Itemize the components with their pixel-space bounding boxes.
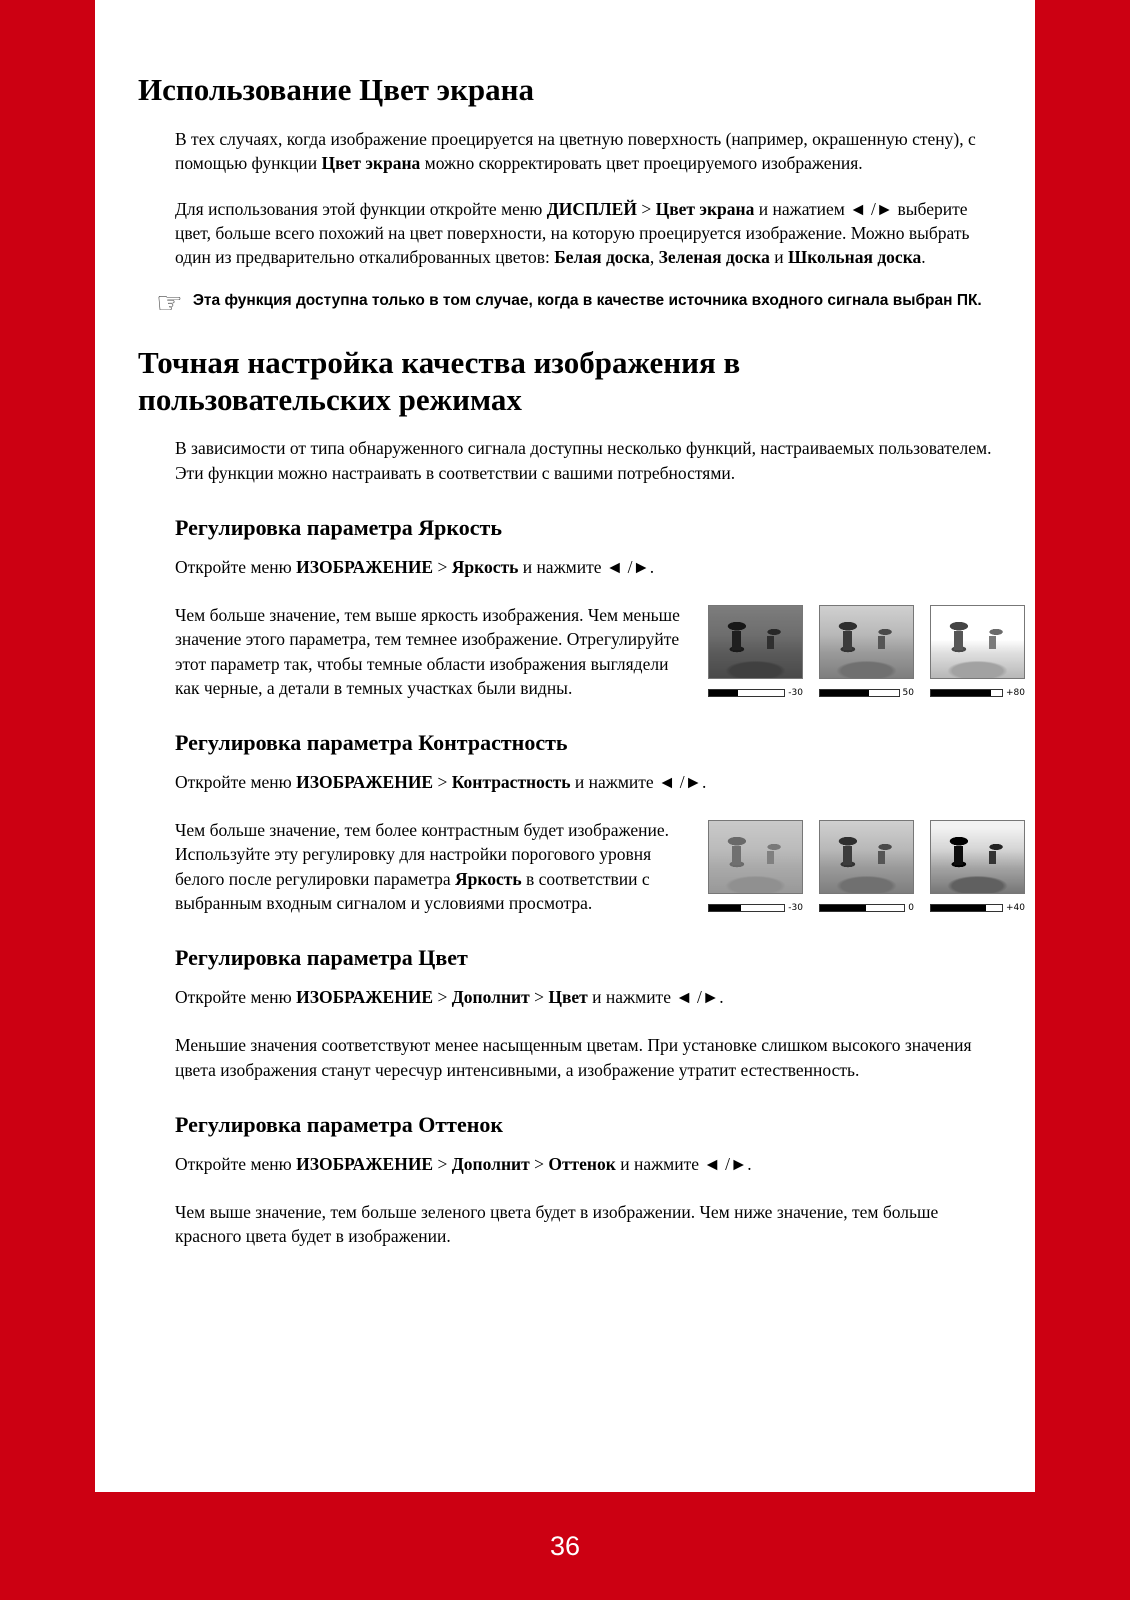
contrast-slider-high — [930, 903, 1025, 913]
brightness-figure-mid — [819, 605, 914, 698]
sample-photo — [709, 821, 802, 893]
brightness-sample-image-high — [930, 605, 1025, 679]
slider-fill — [820, 690, 869, 696]
paragraph-fine-tuning-intro: В зависимости от типа обнаруженного сигнала доступны несколько функций, настраиваемых пользователем. Эти функции можно настраивать в соответствии с вашими потребностями. — [175, 438, 992, 483]
contrast-slider-low — [708, 903, 803, 913]
brightness-figure-low — [708, 605, 803, 698]
contrast-sample-image-low — [708, 820, 803, 894]
slider-bar — [930, 689, 1003, 697]
brightness-figures — [708, 605, 1025, 700]
paragraph-tint: Чем выше значение, тем больше зеленого цвета будет в изображении. Чем ниже значение, тем больше красного цвета будет в изображении. — [175, 1202, 939, 1247]
slider-bar — [708, 689, 785, 697]
section-title-screen-color: Использование Цвет экрана — [138, 72, 535, 107]
note-text: Эта функция доступна только в том случае, когда в качестве источника входного сигнала выбран ПК. — [192, 292, 982, 310]
slider-fill — [820, 905, 866, 911]
slider-value: 50 — [902, 688, 914, 699]
right-red-margin-bar — [1035, 0, 1130, 1600]
contrast-figures — [708, 820, 1025, 915]
slider-fill — [931, 905, 986, 911]
menu-path-color: Откройте меню ИЗОБРАЖЕНИЕ > Дополнит > Цвет и нажмите ◄ /►. — [175, 987, 724, 1008]
contrast-sample-image-mid — [819, 820, 914, 894]
paragraph-brightness: Чем больше значение, тем выше яркость изображения. Чем меньше значение этого параметра, тем темнее изображение. Отрегулируйте этот параметр так, чтобы темные области изображения выглядели как черные, а детали в темных участках были видны. — [175, 605, 680, 698]
contrast-slider-mid — [819, 903, 914, 913]
brightness-body — [175, 603, 1025, 700]
sample-photo — [820, 606, 913, 678]
brightness-slider-low — [708, 688, 803, 698]
slider-bar — [930, 904, 1003, 912]
brightness-slider-mid — [819, 688, 914, 698]
sample-photo — [820, 821, 913, 893]
sample-photo — [931, 606, 1024, 678]
slider-fill — [931, 690, 991, 696]
left-red-margin-bar — [0, 0, 95, 1600]
brightness-sample-image-mid — [819, 605, 914, 679]
subsection-title-tint: Регулировка параметра Оттенок — [175, 1111, 504, 1137]
menu-path-brightness: Откройте меню ИЗОБРАЖЕНИЕ > Яркость и нажмите ◄ /►. — [175, 557, 655, 578]
page-content — [95, 0, 1035, 1492]
footer-bar — [0, 1492, 1130, 1600]
slider-fill — [709, 905, 741, 911]
brightness-figure-high — [930, 605, 1025, 698]
menu-path-tint: Откройте меню ИЗОБРАЖЕНИЕ > Дополнит > Оттенок и нажмите ◄ /►. — [175, 1154, 752, 1175]
paragraph-contrast: Чем больше значение, тем более контрастным будет изображение. Используйте эту регулировку для настройки порогового уровня белого после регулировки параметра Яркость в соответствии с выбранным входным сигналом и условиями просмотра. — [175, 820, 669, 913]
slider-value: 0 — [908, 903, 914, 914]
page-number: 36 — [549, 1530, 581, 1561]
slider-bar — [708, 904, 785, 912]
slider-value: -30 — [788, 903, 803, 914]
subsection-title-brightness: Регулировка параметра Яркость — [175, 514, 502, 540]
sample-photo — [709, 606, 802, 678]
slider-value: -30 — [788, 688, 803, 699]
slider-bar — [819, 689, 900, 697]
paragraph-screen-color-2: Для использования этой функции откройте меню ДИСПЛЕЙ > Цвет экрана и нажатием ◄ /► выберите цвет, больше всего похожий на цвет поверхности, на которую проецируется изображение. Можно выбрать один из предварительно откалиброванных цветов: Белая доска, Зеленая доска и Школьная доска. — [175, 198, 970, 268]
contrast-sample-image-high — [930, 820, 1025, 894]
subsection-title-contrast: Регулировка параметра Контрастность — [175, 729, 568, 755]
paragraph-color: Меньшие значения соответствуют менее насыщенным цветам. При установке слишком высокого значения цвета изображения станут чересчур интенсивными, а изображение утратит естественность. — [175, 1035, 972, 1080]
subsection-title-color: Регулировка параметра Цвет — [175, 944, 468, 970]
brightness-sample-image-low — [708, 605, 803, 679]
pointing-hand-icon: ☞ — [156, 287, 183, 321]
menu-path-contrast: Откройте меню ИЗОБРАЖЕНИЕ > Контрастность и нажмите ◄ /►. — [175, 772, 707, 793]
slider-value: +80 — [1006, 688, 1025, 699]
slider-bar — [819, 904, 905, 912]
contrast-figure-low — [708, 820, 803, 913]
contrast-figure-mid — [819, 820, 914, 913]
contrast-body — [175, 818, 1025, 915]
slider-fill — [709, 690, 738, 696]
sample-photo — [931, 821, 1024, 893]
note — [156, 287, 993, 321]
slider-value: +40 — [1006, 903, 1025, 914]
section-title-fine-tuning: Точная настройка качества изображения в пользовательских режимах — [138, 345, 741, 417]
paragraph-screen-color-1: В тех случаях, когда изображение проецируется на цветную поверхность (например, окрашенную стену), с помощью функции Цвет экрана можно скорректировать цвет проецируемого изображения. — [175, 128, 976, 173]
contrast-figure-high — [930, 820, 1025, 913]
brightness-slider-high — [930, 688, 1025, 698]
